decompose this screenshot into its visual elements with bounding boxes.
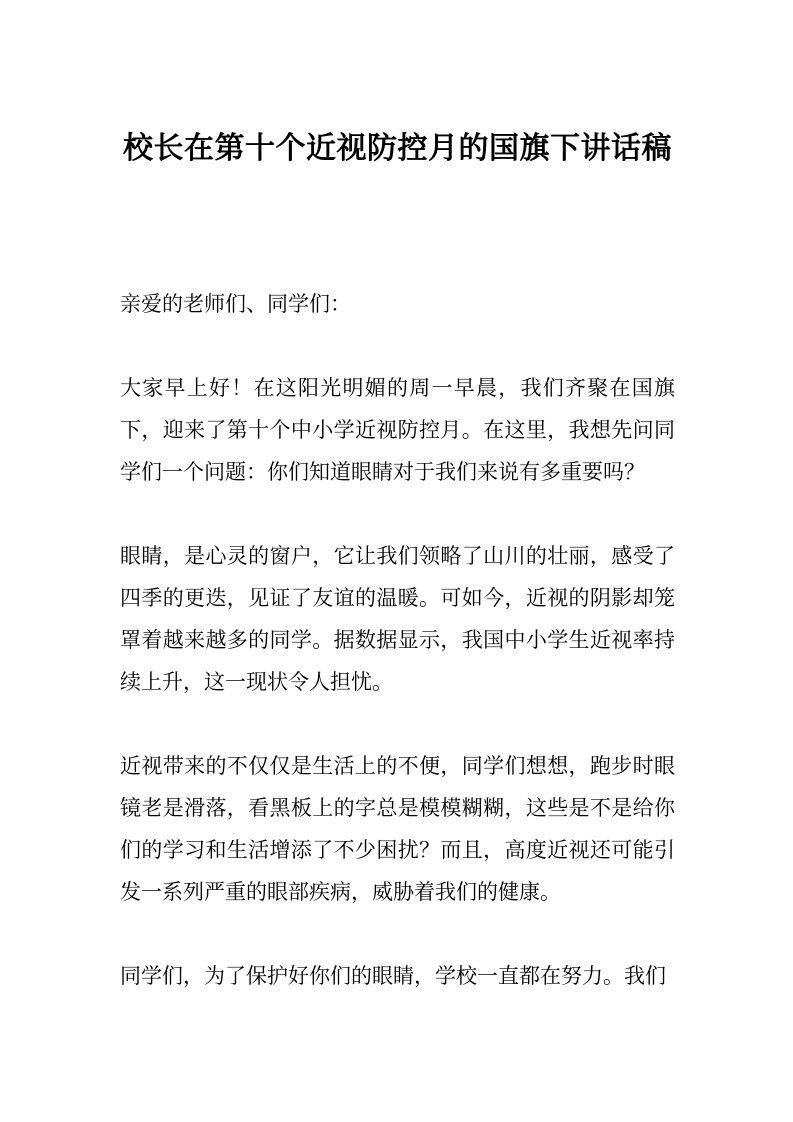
document-title: 校长在第十个近视防控月的国旗下讲话稿 xyxy=(123,132,672,165)
paragraph-myopia-troubles: 近视带来的不仅仅是生活上的不便，同学们想想，跑步时眼镜老是滑落，看黑板上的字总是模模糊糊，这些是不是给你们的学习和生活增添了不少困扰？而且，高度近视还可能引发一系列严重的眼部疾病，威胁着我们的健康。 xyxy=(120,755,675,904)
document-body xyxy=(120,284,675,998)
paragraph-eyes-importance: 眼睛，是心灵的窗户，它让我们领略了山川的壮丽，感受了四季的更迭，见证了友谊的温暖。可如今，近视的阴影却笼罩着越来越多的同学。据数据显示，我国中小学生近视率持续上升，这一现状令人担忧。 xyxy=(120,545,675,694)
paragraph-school-efforts: 同学们，为了保护好你们的眼睛，学校一直都在努力。我们 xyxy=(120,965,666,988)
paragraph-salutation: 亲爱的老师们、同学们： xyxy=(120,293,351,316)
paragraph-greeting: 大家早上好！在这阳光明媚的周一早晨，我们齐聚在国旗下，迎来了第十个中小学近视防控月。在这里，我想先问同学们一个问题：你们知道眼睛对于我们来说有多重要吗？ xyxy=(120,377,675,484)
